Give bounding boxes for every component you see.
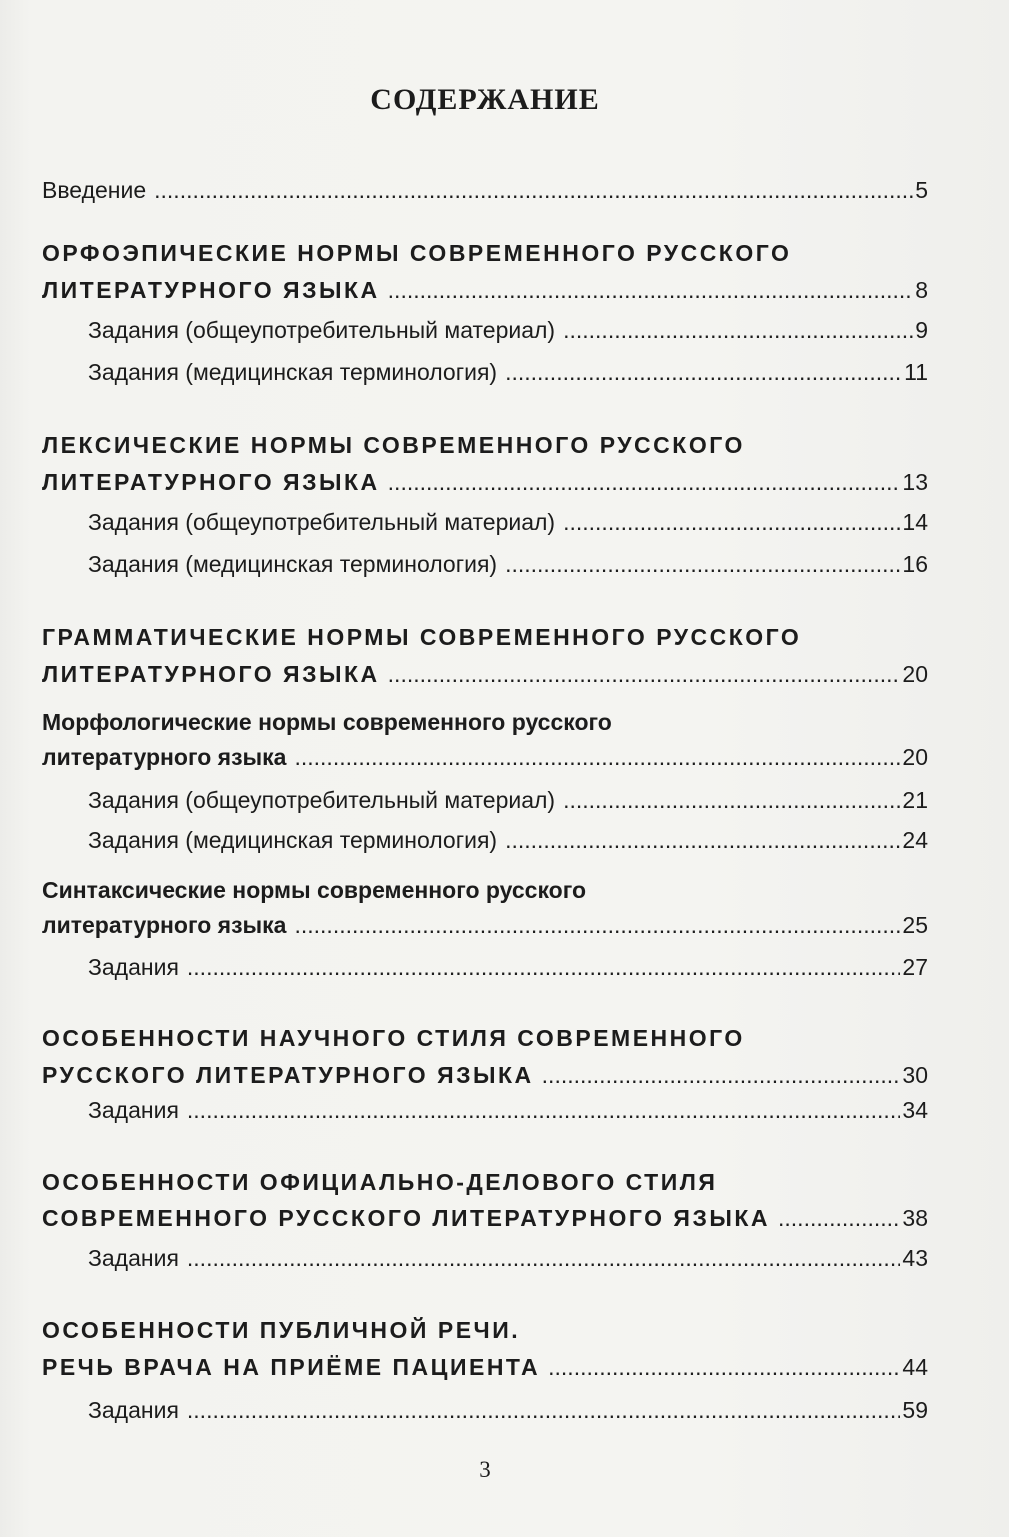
section-heading-line: ОСОБЕННОСТИ НАУЧНОГО СТИЛЯ СОВРЕМЕННОГО [42,1025,745,1051]
page-ref: 59 [902,1397,928,1423]
section-heading-line: ОРФОЭПИЧЕСКИЕ НОРМЫ СОВРЕМЕННОГО РУССКОГО [42,240,792,266]
page-ref: 20 [902,744,928,770]
page-ref: 8 [915,277,928,303]
toc-title: СОДЕРЖАНИЕ [370,83,600,116]
dot-leader [187,1092,901,1128]
section-heading-line: РЕЧЬ ВРАЧА НА ПРИЁМЕ ПАЦИЕНТА [42,1354,541,1380]
page-ref: 16 [902,551,928,577]
page-ref: 5 [915,177,928,203]
section-heading [42,1164,928,1200]
dot-leader [187,1240,901,1276]
dot-leader [563,504,900,540]
entry-label: Задания [88,1245,179,1271]
section-heading-line: ЛИТЕРАТУРНОГО ЯЗЫКА [42,277,380,303]
dot-leader [187,1392,901,1428]
section-heading-line: РУССКОГО ЛИТЕРАТУРНОГО ЯЗЫКА [42,1062,534,1088]
dot-leader [388,272,914,308]
subsection-heading [42,704,928,740]
entry-label: Задания (общеупотребительный материал) [88,317,556,343]
subsection-heading-line: Морфологические нормы современного русского [42,709,612,735]
page-number: 3 [479,1457,491,1482]
page-ref: 38 [902,1205,928,1231]
section-heading [42,1200,928,1236]
entry-label: Введение [42,177,147,203]
toc-entry [88,822,928,858]
toc-entry-intro [42,172,928,208]
section-heading [42,619,928,655]
subsection-heading [42,739,928,775]
dot-leader [154,172,913,208]
entry-label: Задания [88,954,179,980]
section-heading [42,1349,928,1385]
subsection-heading-line: Синтаксические нормы современного русского [42,877,587,903]
section-heading-line: ГРАММАТИЧЕСКИЕ НОРМЫ СОВРЕМЕННОГО РУССКОГО [42,624,802,650]
page-ref: 43 [902,1245,928,1271]
entry-label: Задания (медицинская терминология) [88,359,498,385]
dot-leader [542,1057,901,1093]
page-ref: 9 [915,317,928,343]
section-heading [42,272,928,308]
toc-entry [88,354,928,390]
section-heading [42,1312,928,1348]
page-ref: 27 [902,954,928,980]
page-ref: 24 [902,827,928,853]
page-ref: 34 [902,1097,928,1123]
dot-leader [505,822,900,858]
toc-entry [88,312,928,348]
section-heading [42,427,928,463]
dot-leader [505,546,900,582]
dot-leader [294,739,900,775]
toc-entry [88,504,928,540]
section-heading-line: ОСОБЕННОСТИ ОФИЦИАЛЬНО-ДЕЛОВОГО СТИЛЯ [42,1169,718,1195]
page-ref: 44 [902,1354,928,1380]
subsection-heading [42,872,928,908]
page-ref: 21 [902,787,928,813]
section-heading-line: ОСОБЕННОСТИ ПУБЛИЧНОЙ РЕЧИ. [42,1317,521,1343]
entry-label: Задания (общеупотребительный материал) [88,787,556,813]
page-ref: 11 [904,359,928,385]
toc-entry [88,1240,928,1276]
page-ref: 30 [902,1062,928,1088]
subsection-heading-line: литературного языка [42,744,287,770]
page-ref: 14 [902,509,928,535]
dot-leader [388,656,901,692]
entry-label: Задания [88,1097,179,1123]
section-heading [42,1020,928,1056]
dot-leader [563,782,900,818]
dot-leader [563,312,913,348]
entry-label: Задания [88,1397,179,1423]
section-heading [42,656,928,692]
entry-label: Задания (общеупотребительный материал) [88,509,556,535]
dot-leader [778,1200,900,1236]
dot-leader [548,1349,900,1385]
toc-entry [88,949,928,985]
section-heading [42,235,928,271]
page-ref: 25 [902,912,928,938]
section-heading [42,1057,928,1093]
section-heading-line: ЛИТЕРАТУРНОГО ЯЗЫКА [42,469,380,495]
entry-label: Задания (медицинская терминология) [88,827,498,853]
section-heading-line: ЛЕКСИЧЕСКИЕ НОРМЫ СОВРЕМЕННОГО РУССКОГО [42,432,745,458]
section-heading [42,464,928,500]
entry-label: Задания (медицинская терминология) [88,551,498,577]
dot-leader [505,354,902,390]
dot-leader [388,464,901,500]
page-ref: 20 [902,661,928,687]
toc-entry [88,1392,928,1428]
toc-entry [88,782,928,818]
toc-entry [88,1092,928,1128]
page-ref: 13 [902,469,928,495]
subsection-heading-line: литературного языка [42,912,287,938]
section-heading-line: ЛИТЕРАТУРНОГО ЯЗЫКА [42,661,380,687]
dot-leader [294,907,900,943]
subsection-heading [42,907,928,943]
section-heading-line: СОВРЕМЕННОГО РУССКОГО ЛИТЕРАТУРНОГО ЯЗЫКА [42,1205,771,1231]
toc-entry [88,546,928,582]
dot-leader [187,949,901,985]
